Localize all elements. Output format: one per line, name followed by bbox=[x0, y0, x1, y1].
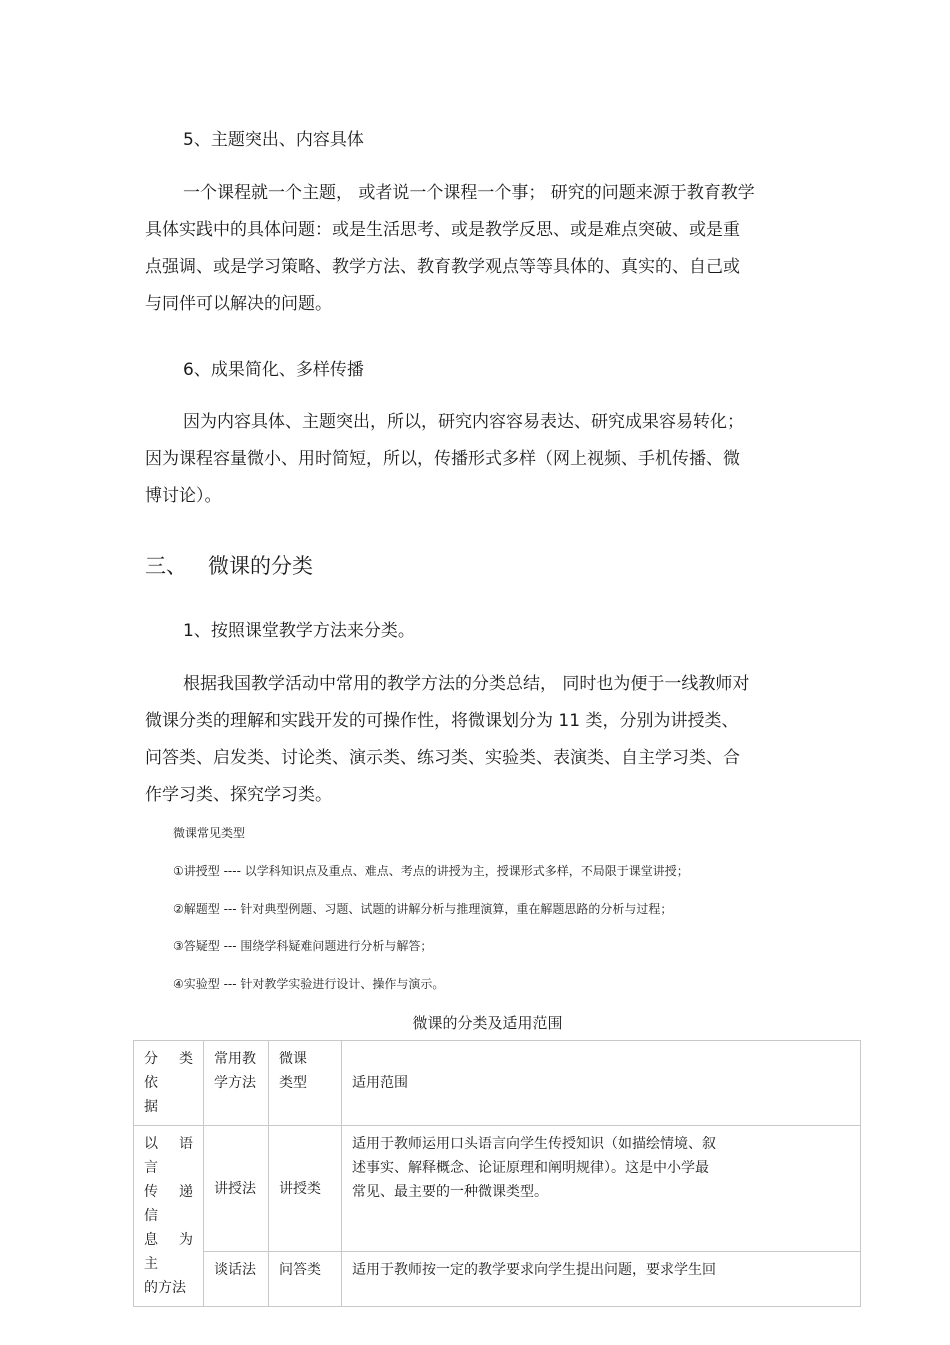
sub1-heading: 1、按照课堂教学方法来分类。 bbox=[183, 621, 415, 641]
header-basis bbox=[134, 1041, 204, 1126]
common-type-item: ③答疑型 --- 围绕学科疑难问题进行分析与解答； bbox=[173, 939, 433, 953]
header-method-line: 常用教 bbox=[214, 1051, 256, 1067]
common-type-item: ②解题型 --- 针对典型例题、习题、试题的讲解分析与推理演算，重在解题思路的分析与过程； bbox=[173, 902, 673, 916]
part3-title: 微课的分类 bbox=[208, 554, 313, 578]
common-type-item: ④实验型 --- 针对教学实验进行设计、操作与演示。 bbox=[173, 977, 445, 991]
paragraph-line: 具体实践中的具体问题：或是生活思考、或是教学反思、或是难点突破、或是重 bbox=[145, 220, 740, 240]
header-method bbox=[204, 1041, 269, 1126]
paragraph-line: 因为内容具体、主题突出，所以，研究内容容易表达、研究成果容易转化； bbox=[183, 412, 744, 432]
table-caption: 微课的分类及适用范围 bbox=[412, 1014, 563, 1032]
basis-line: 息 为 主 bbox=[144, 1232, 193, 1272]
part3-number: 三、 bbox=[145, 554, 187, 578]
header-type-line: 类型 bbox=[279, 1075, 307, 1091]
basis-line: 的方法 bbox=[144, 1280, 186, 1296]
type-cell: 讲授类 bbox=[269, 1126, 342, 1252]
header-basis-line: 分 类 依 bbox=[144, 1051, 193, 1091]
table-row bbox=[134, 1252, 861, 1307]
scope-cell bbox=[342, 1252, 861, 1307]
paragraph-line: 根据我国教学活动中常用的教学方法的分类总结， 同时也为便于一线教师对 bbox=[183, 674, 750, 694]
table-header-row bbox=[134, 1041, 861, 1126]
section5-paragraph bbox=[145, 175, 755, 323]
scope-cell bbox=[342, 1126, 861, 1252]
basis-line: 传 递 信 bbox=[144, 1184, 193, 1224]
scope-line: 适用于教师运用口头语言向学生传授知识（如描绘情境、叙 bbox=[352, 1136, 716, 1152]
paragraph-line: 与同伴可以解决的问题。 bbox=[145, 294, 332, 314]
scope-line: 述事实、解释概念、论证原理和阐明规律）。这是中小学最 bbox=[352, 1160, 709, 1176]
section6-heading: 6、成果简化、多样传播 bbox=[183, 360, 364, 380]
paragraph-line: 因为课程容量微小、用时简短，所以，传播形式多样（网上视频、手机传播、微 bbox=[145, 449, 740, 469]
header-method-line: 学方法 bbox=[214, 1075, 256, 1091]
type-cell: 问答类 bbox=[269, 1252, 342, 1307]
paragraph-line: 微课分类的理解和实践开发的可操作性，将微课划分为 11 类，分别为讲授类、 bbox=[145, 711, 739, 731]
section6-paragraph bbox=[145, 404, 744, 515]
paragraph-line: 博讨论）。 bbox=[145, 486, 222, 506]
group-basis-cell bbox=[134, 1126, 204, 1307]
header-type bbox=[269, 1041, 342, 1126]
common-type-item: ①讲授型 ---- 以学科知识点及重点、难点、考点的讲授为主，授课形式多样，不局限于课堂讲授； bbox=[173, 864, 689, 878]
paragraph-line: 点强调、或是学习策略、教学方法、教育教学观点等等具体的、真实的、自己或 bbox=[145, 257, 740, 277]
paragraph-line: 作学习类、探究学习类。 bbox=[145, 785, 332, 805]
table-row bbox=[134, 1126, 861, 1252]
sub1-paragraph bbox=[145, 666, 749, 814]
basis-line: 以 语 言 bbox=[144, 1136, 193, 1176]
section5-heading: 5、主题突出、内容具体 bbox=[183, 130, 364, 150]
scope-line: 适用于教师按一定的教学要求向学生提出问题，要求学生回 bbox=[352, 1262, 716, 1279]
classification-table bbox=[133, 1040, 861, 1307]
paragraph-line: 一个课程就一个主题， 或者说一个课程一个事； 研究的问题来源于教育教学 bbox=[183, 183, 755, 203]
header-type-line: 微课 bbox=[279, 1051, 307, 1067]
scope-line: 常见、最主要的一种微课类型。 bbox=[352, 1184, 548, 1200]
header-basis-line: 据 bbox=[144, 1099, 158, 1115]
header-scope: 适用范围 bbox=[342, 1041, 861, 1126]
method-cell: 讲授法 bbox=[204, 1126, 269, 1252]
common-types-title: 微课常见类型 bbox=[173, 826, 246, 840]
paragraph-line: 问答类、启发类、讨论类、演示类、练习类、实验类、表演类、自主学习类、合 bbox=[145, 748, 740, 768]
method-cell: 谈话法 bbox=[204, 1252, 269, 1307]
